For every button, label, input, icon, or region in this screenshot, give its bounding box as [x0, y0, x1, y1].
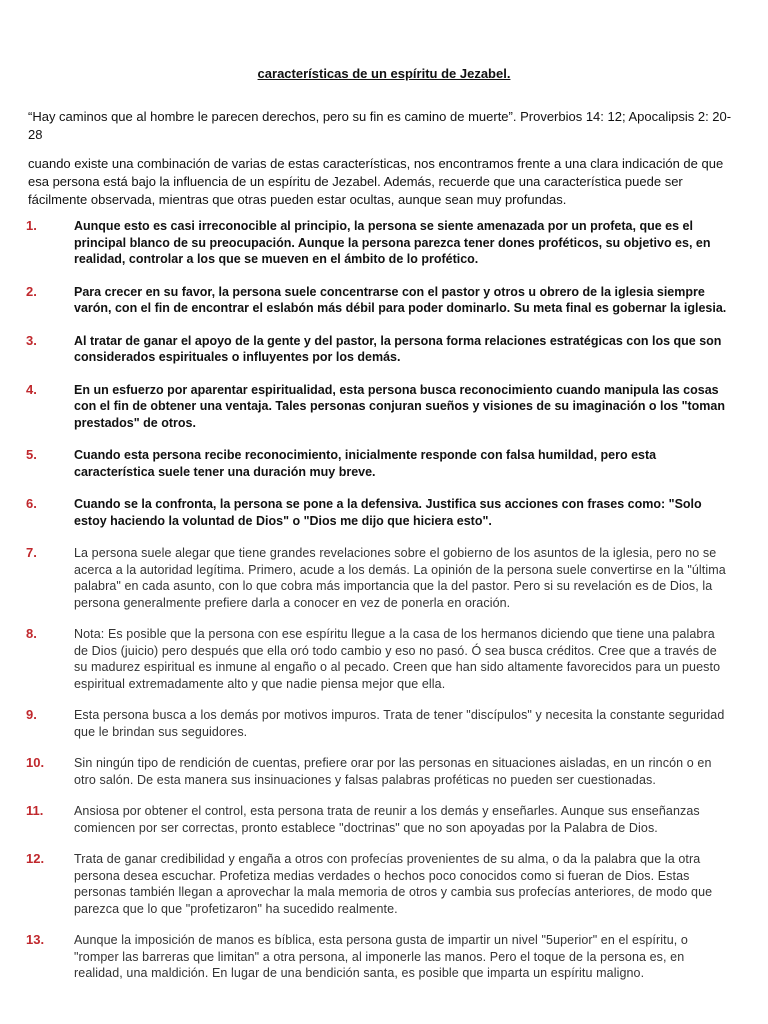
document-title: características de un espíritu de Jezabel. [257, 66, 511, 81]
item-number: 3. [26, 332, 37, 348]
list-item [26, 851, 732, 917]
item-text: Trata de ganar credibilidad y engaña a otros con profecías provenientes de su alma, o da la palabra que la otra persona desea escuchar. Profetiza medias verdades o hechos poco conocidos como si fueran de Dios. Estas personas también llegan a aprovechar la mala memoria de otros y cambia sus profecías anteriores, de modo que parezca que lo que "profetizaron" ha sucedido realmente. [74, 852, 713, 916]
item-text: Nota: Es posible que la persona con ese espíritu llegue a la casa de los hermanos diciendo que tiene una palabra de Dios (juicio) pero después que ella oró todo cambio y eso no pasó. Ó sea busca créditos. Cree que a través de su madurez espiritual es inmune al engaño o al pecado. Creen que han sido altamente favorecidos para un puesto espiritual extremadamente alto y que nadie piensa mejor que ella. [74, 627, 721, 691]
item-text: Ansiosa por obtener el control, esta persona trata de reunir a los demás y enseñarles. Aunque sus enseñanzas comiencen por ser correctas, pronto establece "doctrinas" que no son apoyadas por la Palabra de Dios. [74, 804, 700, 835]
item-number: 6. [26, 496, 37, 511]
intro-paragraph: cuando existe una combinación de varias de estas características, nos encontramos frente a una clara indicación de que esa persona está bajo la influencia de un espíritu de Jezabel. Además, recuerde que una característica puede ser fácilmente observada, mientras que otras pueden estar ocultas, aunque sean muy profundas. [28, 156, 724, 207]
list-item [26, 545, 732, 611]
list-item [26, 803, 732, 836]
item-text: Cuando esta persona recibe reconocimiento, inicialmente responde con falsa humildad, pero esta característica suele tener una duración muy breve. [74, 448, 657, 479]
list-item [26, 755, 732, 788]
list-item [26, 447, 732, 480]
characteristics-list [0, 218, 768, 982]
list-item [26, 932, 732, 982]
item-number: 11. [26, 803, 44, 818]
item-number: 7. [26, 545, 37, 560]
item-text: La persona suele alegar que tiene grandes revelaciones sobre el gobierno de los asuntos de la iglesia, pero no se acerca a la autoridad legítima. Primero, acude a los demás. La opinión de la persona suele convertirse en la "última palabra" en cada asunto, con lo que cobra más importancia que la del pastor. Pero si su revelación es de Dios, la persona generalmente prefiere darla a conocer en vez de ponerla en oración. [74, 546, 726, 610]
item-number: 12. [26, 851, 45, 866]
list-item [26, 218, 732, 268]
list-item [26, 332, 732, 366]
list-item [26, 626, 732, 692]
item-text: Aunque esto es casi irreconocible al principio, la persona se siente amenazada por un profeta, que es el principal blanco de su preocupación. Aunque la persona parezca tener dones proféticos, su objetivo es, en realidad, controlar a los que se mueven en el ámbito de lo profético. [74, 219, 711, 266]
item-number: 1. [26, 218, 37, 233]
item-number: 8. [26, 626, 37, 641]
list-item [26, 707, 732, 740]
item-number: 2. [26, 283, 37, 299]
item-number: 4. [26, 381, 37, 397]
item-text: Al tratar de ganar el apoyo de la gente y del pastor, la persona forma relaciones estratégicas con los que son considerados espirituales o influyentes por los demás. [74, 333, 722, 364]
item-number: 10. [26, 755, 45, 770]
item-text: Esta persona busca a los demás por motivos impuros. Trata de tener "discípulos" y necesita la constante seguridad que le brindan sus seguidores. [74, 708, 725, 739]
item-text: Para crecer en su favor, la persona suele concentrarse con el pastor y otros u obrero de la iglesia siempre varón, con el fin de encontrar el eslabón más débil para poder dominarlo. Su meta final es gobernar la iglesia. [74, 284, 727, 315]
item-number: 9. [26, 707, 37, 722]
item-text: En un esfuerzo por aparentar espiritualidad, esta persona busca reconocimiento cuando manipula las cosas con el fin de obtener una ventaja. Tales personas conjuran sueños y visiones de su imaginación o los "toman prestados" de otros. [74, 382, 725, 430]
item-text: Sin ningún tipo de rendición de cuentas, prefiere orar por las personas en situaciones aisladas, en un rincón o en otro salón. De esta manera sus insinuaciones y falsas palabras proféticas no pueden ser cuestionadas. [74, 756, 712, 787]
list-item [26, 496, 732, 529]
item-text: Cuando se la confronta, la persona se pone a la defensiva. Justifica sus acciones con frases como: "Solo estoy haciendo la voluntad de Dios" o "Dios me dijo que hiciera esto". [74, 497, 702, 528]
scripture-verse: “Hay caminos que al hombre le parecen derechos, pero su fin es camino de muerte”. Proverbios 14: 12; Apocalipsis 2: 20-28 [28, 109, 732, 142]
item-text: Aunque la imposición de manos es bíblica, esta persona gusta de impartir un nivel "5uperior" en el espíritu, o "romper las barreras que limitan" a otra persona, al imponerle las manos. Pero el toque de la persona es, en realidad, una maldición. En lugar de una bendición santa, es posible que imparta un espíritu maligno. [74, 933, 688, 980]
list-item [26, 283, 732, 317]
item-number: 5. [26, 447, 37, 462]
item-number: 13. [26, 932, 45, 947]
list-item [26, 381, 732, 432]
